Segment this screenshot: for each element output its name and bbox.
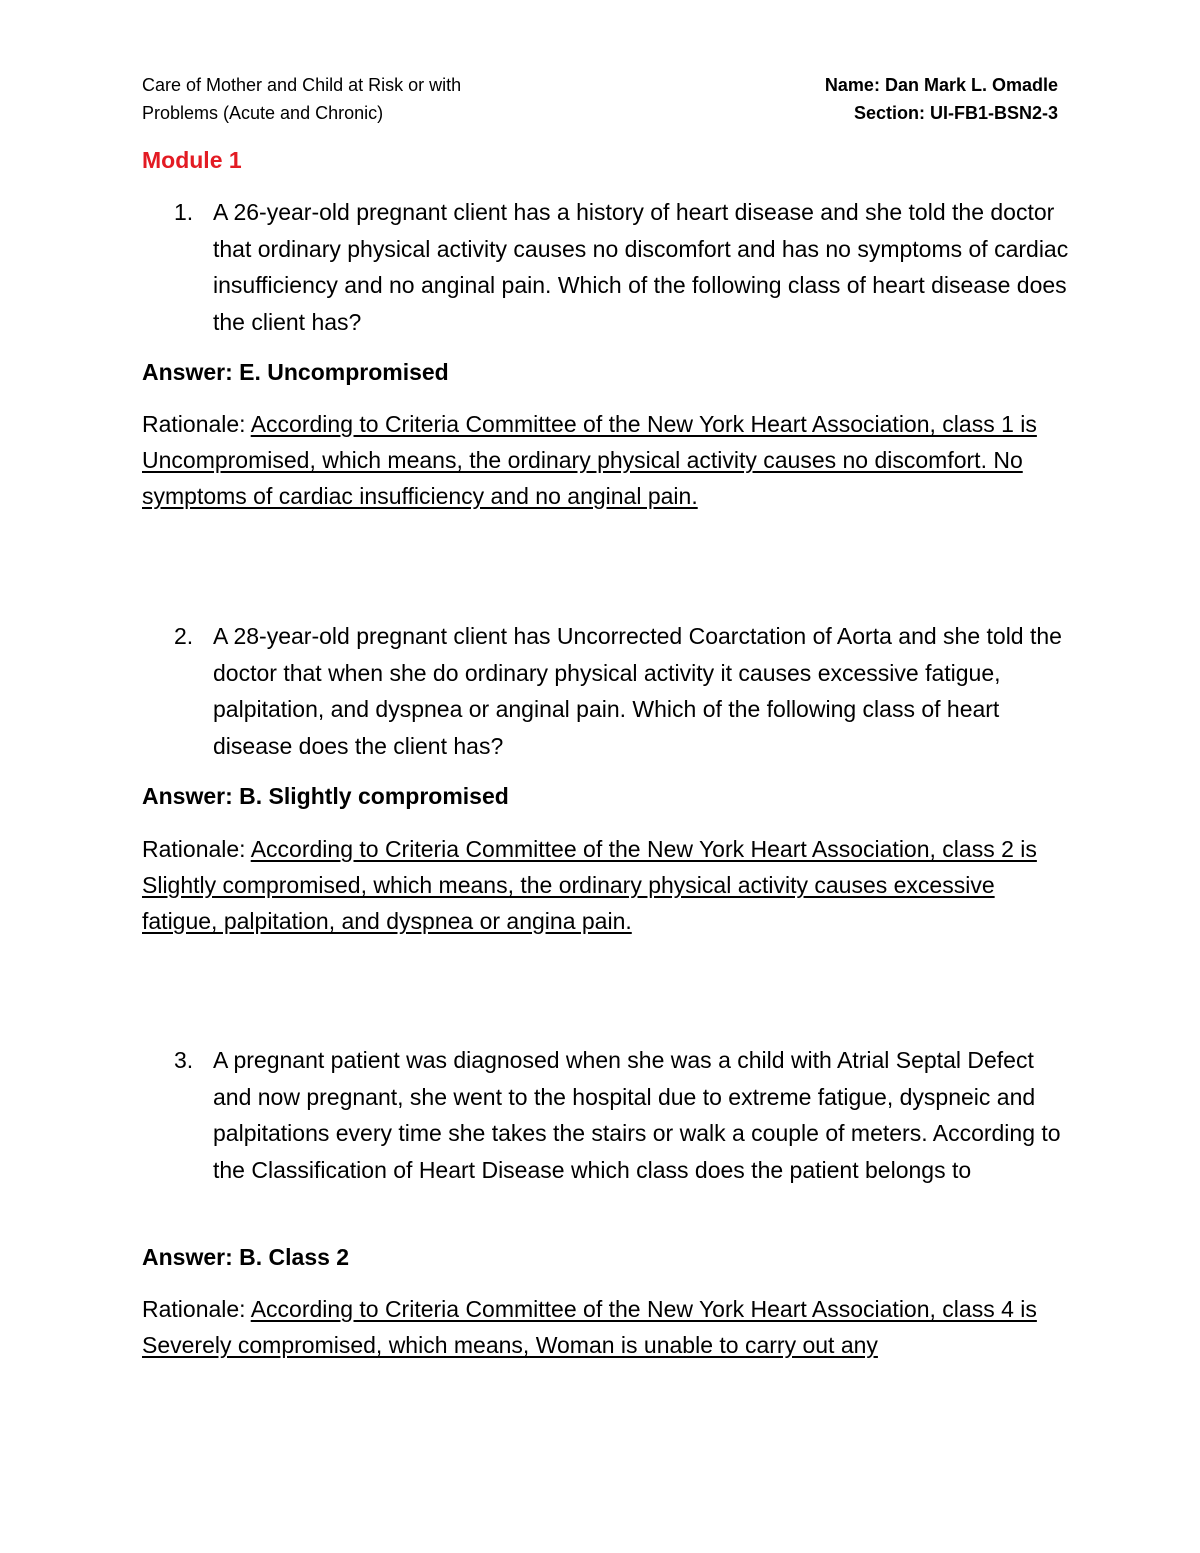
rationale-label: Rationale:	[142, 411, 246, 437]
question-3	[142, 1042, 1072, 1188]
course-title-line-2: Problems (Acute and Chronic)	[142, 103, 384, 123]
student-section: Section: UI-FB1-BSN2-3	[853, 103, 1058, 123]
question-1	[142, 194, 1072, 340]
question-text: A 28-year-old pregnant client has Uncorrected Coarctation of Aorta and she told the doctor that when she do ordinary physical activity it causes excessive fatigue, palpitation, and dyspnea or anginal pain. Which of the following class of heart disease does the client has?	[213, 623, 1062, 759]
rationale-text: According to Criteria Committee of the New York Heart Association, class 2 is Slightly compromised, which means, the ordinary physical activity causes excessive fatigue, palpitation, and dyspnea or angina pain.	[142, 836, 1037, 934]
question-number: 3.	[174, 1047, 194, 1073]
rationale-text: According to Criteria Committee of the New York Heart Association, class 4 is Severely compromised, which means, Woman is unable to carry out any	[142, 1296, 1037, 1358]
question-number: 1.	[174, 199, 194, 225]
course-title-line-1: Care of Mother and Child at Risk or with	[142, 75, 462, 95]
question-2	[142, 618, 1072, 764]
rationale-1	[142, 406, 1072, 514]
answer-1: Answer: E. Uncompromised	[142, 359, 449, 385]
rationale-label: Rationale:	[142, 836, 246, 862]
rationale-2	[142, 831, 1072, 939]
question-text: A pregnant patient was diagnosed when she was a child with Atrial Septal Defect and now pregnant, she went to the hospital due to extreme fatigue, dyspneic and palpitations every time she takes the stairs or walk a couple of meters. According to the Classification of Heart Disease which class does the patient belongs to	[213, 1047, 1061, 1183]
rationale-label: Rationale:	[142, 1296, 246, 1322]
rationale-3	[142, 1291, 1072, 1363]
module-title: Module 1	[142, 147, 242, 173]
answer-2: Answer: B. Slightly compromised	[142, 783, 509, 809]
answer-3: Answer: B. Class 2	[142, 1244, 350, 1270]
question-text: A 26-year-old pregnant client has a history of heart disease and she told the doctor that ordinary physical activity causes no discomfort and has no symptoms of cardiac insufficiency and no anginal pain. Which of the following class of heart disease does the client has?	[213, 199, 1069, 335]
question-number: 2.	[174, 623, 194, 649]
rationale-text: According to Criteria Committee of the New York Heart Association, class 1 is Uncompromised, which means, the ordinary physical activity causes no discomfort. No symptoms of cardiac insufficiency and no anginal pain.	[142, 411, 1037, 509]
student-name: Name: Dan Mark L. Omadle	[824, 75, 1058, 95]
